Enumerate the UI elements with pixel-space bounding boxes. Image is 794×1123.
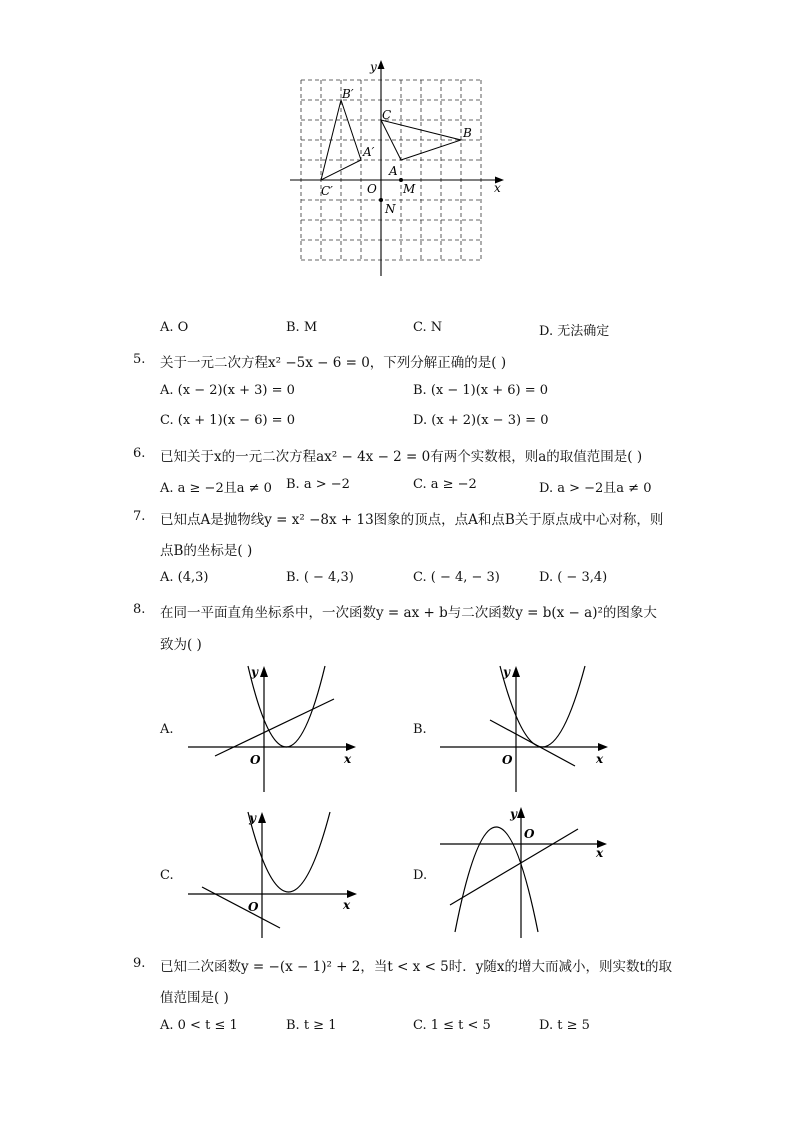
q8b-o-label: O [502,753,513,767]
q8a-o-label: O [250,753,261,767]
q9-option-d: D. t ≥ 5 [539,1018,590,1033]
q7-text-line2: 点B的坐标是( ) [160,543,253,559]
q5-option-c: C. (x + 1)(x − 6) = 0 [160,413,295,428]
q8-number: 8. [133,602,146,617]
q8c-x-label: x [343,898,351,912]
q4-option-c: C. N [413,320,443,335]
q6-option-a: A. a ≥ −2且a ≠ 0 [160,481,272,496]
q6-text: 已知关于x的一元二次方程ax² − 4x − 2 = 0有两个实数根，则a的取值范围是( ) [160,449,643,465]
q8d-y-label: y [510,807,517,821]
q8-option-d-label: D. [413,868,428,883]
q8c-y-label: y [249,811,256,825]
q8b-x-label: x [596,752,604,766]
q8-graph-d [437,800,612,940]
q8-graph-b [437,660,612,795]
q6-number: 6. [133,446,146,461]
q7-option-b: B. ( − 4,3) [286,570,354,585]
q5-option-d: D. (x + 2)(x − 3) = 0 [413,413,549,428]
q7-text-line1: 已知点A是抛物线y = x² −8x + 13图象的顶点，点A和点B关于原点成中心对称，则 [160,512,664,528]
q8-text-line1: 在同一平面直角坐标系中，一次函数y = ax + b与二次函数y = b(x − a)²的图象大 [160,605,657,621]
q7-number: 7. [133,509,146,524]
label-n: N [385,202,396,216]
q9-option-a: A. 0 < t ≤ 1 [160,1018,238,1033]
label-b-prime: B′ [342,87,354,101]
label-x: x [494,181,501,195]
label-y: y [370,60,377,74]
q7-option-a: A. (4,3) [160,570,209,585]
q8-text-line2: 致为( ) [160,637,202,653]
q8d-o-label: O [524,827,535,841]
q4-grid-figure [285,58,510,280]
q5-text: 关于一元二次方程x² −5x − 6 = 0，下列分解正确的是( ) [160,355,507,371]
label-c: C [382,108,392,122]
q8-option-a-label: A. [160,722,174,737]
q5-option-a: A. (x − 2)(x + 3) = 0 [160,383,295,398]
q9-option-b: B. t ≥ 1 [286,1018,337,1033]
q6-option-b: B. a > −2 [286,477,350,492]
q5-number: 5. [133,352,146,367]
q8-graph-a [185,660,360,795]
label-m: M [403,182,416,196]
label-b: B [463,126,472,140]
q9-text-line2: 值范围是( ) [160,990,229,1006]
q8-option-b-label: B. [413,722,427,737]
q4-option-a: A. O [160,320,189,335]
label-c-prime: C′ [321,184,333,198]
q4-option-b: B. M [286,320,318,335]
q8b-y-label: y [503,665,510,679]
q5-option-b: B. (x − 1)(x + 6) = 0 [413,383,549,398]
q8a-x-label: x [344,752,352,766]
q4-option-d: D. 无法确定 [539,324,610,339]
q7-option-d: D. ( − 3,4) [539,570,608,585]
y-axis-arrow [378,60,385,69]
q9-text-line1: 已知二次函数y = −(x − 1)² + 2，当t < x < 5时．y随x的增大而减小，则实数t的取 [160,959,672,975]
q8-graph-c [185,806,360,941]
q8d-x-label: x [596,846,604,860]
q9-option-c: C. 1 ≤ t < 5 [413,1018,491,1033]
q8a-y-label: y [251,665,258,679]
label-a-prime: A′ [363,145,375,159]
q8-option-c-label: C. [160,868,174,883]
q9-number: 9. [133,956,146,971]
label-a: A [389,164,398,178]
point-n [379,198,383,202]
q8c-o-label: O [248,900,259,914]
label-o: O [367,182,377,196]
q7-option-c: C. ( − 4, − 3) [413,570,500,585]
q6-option-c: C. a ≥ −2 [413,477,477,492]
q6-option-d: D. a > −2且a ≠ 0 [539,481,652,496]
